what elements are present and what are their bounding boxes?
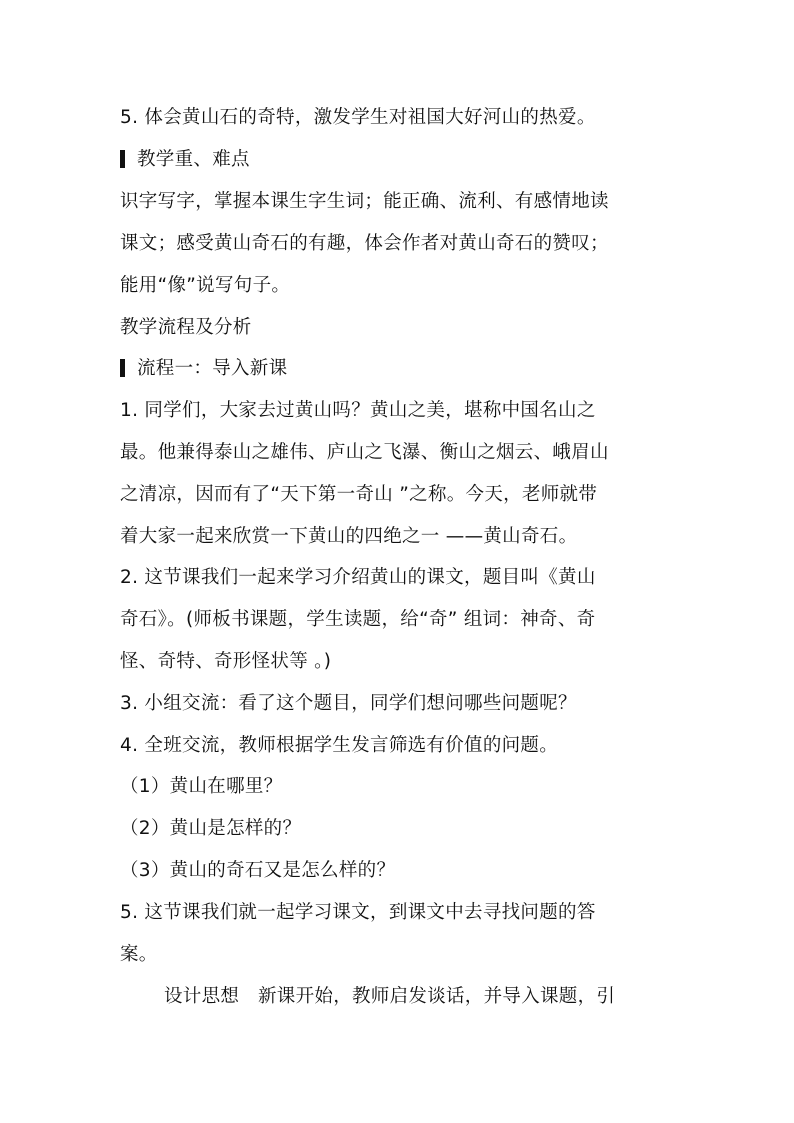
question-item: （2）黄山是怎样的？ <box>120 818 302 839</box>
paragraph-line: 4. 全班交流，教师根据学生发言筛选有价值的问题。 <box>120 735 559 756</box>
paragraph-line: 着大家一起来欣赏一下黄山的四绝之一 ——黄山奇石。 <box>120 526 578 547</box>
process-title: 教学流程及分析 <box>120 317 252 338</box>
paragraph-line: 能用“像”说写句子。 <box>120 275 291 296</box>
paragraph-line: 识字写字，掌握本课生字生词；能正确、流利、有感情地读 <box>120 191 609 212</box>
paragraph-line: 案。 <box>120 944 158 965</box>
heading-bullet <box>120 359 125 377</box>
paragraph-line: 最。他兼得泰山之雄伟、庐山之飞瀑、衡山之烟云、峨眉山 <box>120 442 609 463</box>
paragraph-line: 5. 这节课我们就一起学习课文，到课文中去寻找问题的答 <box>120 902 596 923</box>
key-points-heading: 教学重、难点 <box>137 149 250 170</box>
paragraph-line: 怪、奇特、奇形怪状等 。) <box>120 651 332 672</box>
paragraph-line: 课文；感受黄山奇石的有趣，体会作者对黄山奇石的赞叹； <box>120 233 609 254</box>
paragraph-line: 之清凉，因而有了“天下第一奇山 ”之称。今天，老师就带 <box>120 484 598 505</box>
question-item: （3）黄山的奇石又是怎么样的？ <box>120 860 396 881</box>
section-heading-key-points <box>120 148 680 172</box>
paragraph-line: 奇石》。(师板书课题，学生读题，给“奇” 组词：神奇、奇 <box>120 609 596 630</box>
section-heading-process-one <box>120 357 680 381</box>
objective-5: 5. 体会黄山石的奇特，激发学生对祖国大好河山的热爱。 <box>120 107 596 128</box>
paragraph-line: 3. 小组交流：看了这个题目，同学们想问哪些问题呢？ <box>120 693 577 714</box>
design-thought: 设计思想 新课开始，教师启发谈话，并导入课题，引 <box>164 986 616 1007</box>
heading-bullet <box>120 150 125 168</box>
process-one-heading: 流程一：导入新课 <box>137 358 288 379</box>
paragraph-line: 1. 同学们，大家去过黄山吗？黄山之美，堪称中国名山之 <box>120 400 596 421</box>
question-item: （1）黄山在哪里？ <box>120 776 283 797</box>
paragraph-line: 2. 这节课我们一起来学习介绍黄山的课文，题目叫《黄山 <box>120 567 596 588</box>
